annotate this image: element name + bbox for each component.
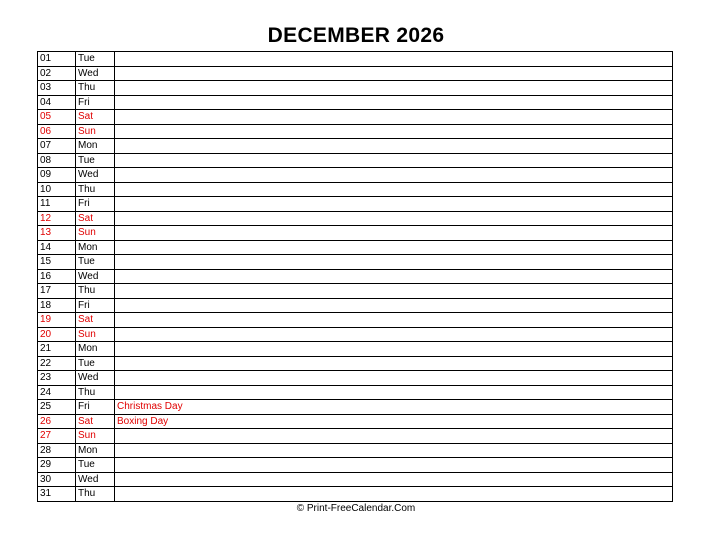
note-cell[interactable]: [115, 371, 673, 386]
day-number-cell: 18: [38, 298, 76, 313]
day-number-cell: 21: [38, 342, 76, 357]
weekday-cell: Wed: [76, 168, 115, 183]
table-row: [38, 110, 673, 125]
table-row: [38, 139, 673, 154]
note-cell[interactable]: [115, 443, 673, 458]
table-row: [38, 81, 673, 96]
note-cell[interactable]: [115, 168, 673, 183]
weekday-cell: Mon: [76, 139, 115, 154]
weekday-cell: Wed: [76, 269, 115, 284]
note-cell[interactable]: [115, 269, 673, 284]
weekday-cell: Mon: [76, 443, 115, 458]
day-number-cell: 22: [38, 356, 76, 371]
day-number-cell: 03: [38, 81, 76, 96]
table-row: [38, 429, 673, 444]
weekday-cell: Fri: [76, 95, 115, 110]
note-cell[interactable]: [115, 458, 673, 473]
note-cell[interactable]: [115, 327, 673, 342]
table-row: [38, 226, 673, 241]
day-number-cell: 15: [38, 255, 76, 270]
note-cell[interactable]: [115, 385, 673, 400]
table-row: [38, 342, 673, 357]
note-cell[interactable]: [115, 110, 673, 125]
table-row: [38, 356, 673, 371]
weekday-cell: Tue: [76, 255, 115, 270]
weekday-cell: Thu: [76, 487, 115, 502]
day-number-cell: 17: [38, 284, 76, 299]
note-cell[interactable]: [115, 226, 673, 241]
day-number-cell: 02: [38, 66, 76, 81]
table-row: [38, 66, 673, 81]
note-cell[interactable]: [115, 429, 673, 444]
note-cell[interactable]: [115, 284, 673, 299]
note-cell[interactable]: [115, 313, 673, 328]
note-cell[interactable]: [115, 139, 673, 154]
weekday-cell: Tue: [76, 153, 115, 168]
note-cell[interactable]: [115, 356, 673, 371]
table-row: [38, 182, 673, 197]
day-number-cell: 10: [38, 182, 76, 197]
day-number-cell: 29: [38, 458, 76, 473]
weekday-cell: Tue: [76, 52, 115, 67]
note-cell[interactable]: [115, 197, 673, 212]
weekday-cell: Tue: [76, 458, 115, 473]
note-cell[interactable]: [115, 342, 673, 357]
day-number-cell: 24: [38, 385, 76, 400]
note-cell[interactable]: [115, 81, 673, 96]
table-row: [38, 153, 673, 168]
day-number-cell: 26: [38, 414, 76, 429]
note-cell[interactable]: [115, 182, 673, 197]
table-row: [38, 255, 673, 270]
day-number-cell: 09: [38, 168, 76, 183]
weekday-cell: Fri: [76, 298, 115, 313]
note-cell[interactable]: [115, 255, 673, 270]
note-cell[interactable]: [115, 472, 673, 487]
day-number-cell: 19: [38, 313, 76, 328]
footer-credit: © Print-FreeCalendar.Com: [296, 503, 416, 514]
note-cell[interactable]: [115, 124, 673, 139]
weekday-cell: Fri: [76, 400, 115, 415]
table-row: [38, 269, 673, 284]
note-cell[interactable]: Boxing Day: [115, 414, 673, 429]
weekday-cell: Sat: [76, 414, 115, 429]
table-row: [38, 197, 673, 212]
table-row: [38, 472, 673, 487]
calendar-body: [38, 52, 673, 502]
weekday-cell: Sun: [76, 124, 115, 139]
table-row: [38, 313, 673, 328]
day-number-cell: 14: [38, 240, 76, 255]
table-row: [38, 487, 673, 502]
weekday-cell: Sun: [76, 226, 115, 241]
day-number-cell: 07: [38, 139, 76, 154]
day-number-cell: 05: [38, 110, 76, 125]
table-row: [38, 52, 673, 67]
weekday-cell: Fri: [76, 197, 115, 212]
day-number-cell: 16: [38, 269, 76, 284]
table-row: [38, 284, 673, 299]
weekday-cell: Sun: [76, 429, 115, 444]
day-number-cell: 25: [38, 400, 76, 415]
table-row: [38, 385, 673, 400]
table-row: [38, 298, 673, 313]
day-number-cell: 01: [38, 52, 76, 67]
note-cell[interactable]: [115, 487, 673, 502]
table-row: [38, 124, 673, 139]
weekday-cell: Thu: [76, 284, 115, 299]
weekday-cell: Thu: [76, 182, 115, 197]
table-row: [38, 327, 673, 342]
day-number-cell: 13: [38, 226, 76, 241]
weekday-cell: Sat: [76, 110, 115, 125]
note-cell[interactable]: [115, 298, 673, 313]
weekday-cell: Thu: [76, 81, 115, 96]
weekday-cell: Sun: [76, 327, 115, 342]
table-row: [38, 458, 673, 473]
weekday-cell: Mon: [76, 240, 115, 255]
note-cell[interactable]: [115, 240, 673, 255]
note-cell[interactable]: [115, 66, 673, 81]
table-row: [38, 168, 673, 183]
note-cell[interactable]: [115, 153, 673, 168]
page-title: DECEMBER 2026: [267, 24, 445, 47]
table-row: [38, 95, 673, 110]
table-row: [38, 371, 673, 386]
note-cell[interactable]: [115, 95, 673, 110]
note-cell[interactable]: [115, 52, 673, 67]
day-number-cell: 27: [38, 429, 76, 444]
table-row: [38, 443, 673, 458]
day-number-cell: 23: [38, 371, 76, 386]
day-number-cell: 08: [38, 153, 76, 168]
weekday-cell: Mon: [76, 342, 115, 357]
note-cell[interactable]: Christmas Day: [115, 400, 673, 415]
day-number-cell: 11: [38, 197, 76, 212]
table-row: [38, 400, 673, 415]
day-number-cell: 31: [38, 487, 76, 502]
calendar-table: [37, 51, 673, 502]
day-number-cell: 30: [38, 472, 76, 487]
day-number-cell: 20: [38, 327, 76, 342]
day-number-cell: 28: [38, 443, 76, 458]
weekday-cell: Sat: [76, 211, 115, 226]
table-row: [38, 211, 673, 226]
table-row: [38, 414, 673, 429]
weekday-cell: Wed: [76, 66, 115, 81]
day-number-cell: 06: [38, 124, 76, 139]
weekday-cell: Tue: [76, 356, 115, 371]
note-cell[interactable]: [115, 211, 673, 226]
day-number-cell: 12: [38, 211, 76, 226]
weekday-cell: Thu: [76, 385, 115, 400]
weekday-cell: Sat: [76, 313, 115, 328]
day-number-cell: 04: [38, 95, 76, 110]
table-row: [38, 240, 673, 255]
weekday-cell: Wed: [76, 371, 115, 386]
weekday-cell: Wed: [76, 472, 115, 487]
